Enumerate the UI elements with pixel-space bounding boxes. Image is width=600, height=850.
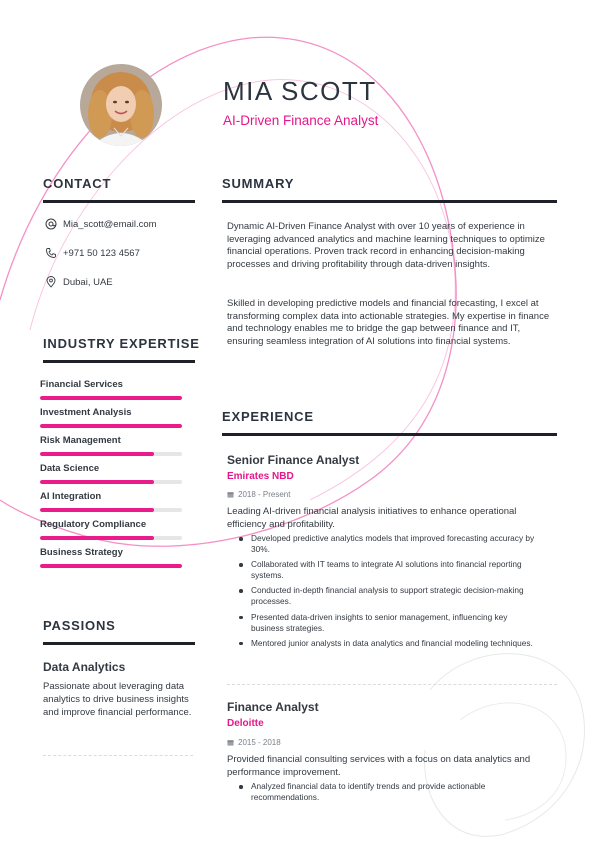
job-description: Provided financial consulting services with a focus on data analytics and performance improvement.: [227, 754, 531, 778]
skill-bar-fill: [40, 508, 154, 512]
contact-email[interactable]: [44, 216, 157, 232]
summary-paragraph: Skilled in developing predictive models and financial forecasting, I excel at transforming complex data into actionable strategies. My expertise in finance and technology enables me to bridge the gap between finance and IT, ensuring seamless integration of AI solutions into financial systems.: [227, 298, 550, 347]
summary-divider: [222, 200, 557, 203]
skill-label: Risk Management: [40, 435, 121, 446]
expertise-divider: [43, 360, 195, 363]
skill-item: [40, 491, 182, 512]
contact-location: [44, 274, 113, 290]
skill-label: Regulatory Compliance: [40, 519, 147, 530]
passion-title: Data Analytics: [43, 660, 126, 674]
skill-label: AI Integration: [40, 491, 102, 502]
skill-bar-fill: [40, 480, 154, 484]
skill-bar: [40, 536, 182, 540]
summary-paragraph: Dynamic AI-Driven Finance Analyst with over 10 years of experience in leveraging advanced analytics and machine learning techniques to optimize financial operations. Proven track record in enhancing decision-making processes and driving profitability through data-driven insights.: [227, 221, 545, 270]
skill-bar: [40, 396, 182, 400]
skill-bar-fill: [40, 396, 182, 400]
job-company: Emirates NBD: [227, 471, 294, 482]
passions-heading: PASSIONS: [43, 618, 116, 633]
phone-icon: [44, 246, 58, 260]
skill-label: Financial Services: [40, 379, 123, 390]
contact-heading: CONTACT: [43, 176, 112, 191]
job-bullet-list: [237, 781, 542, 807]
skill-item: [40, 435, 182, 456]
skill-bar: [40, 452, 182, 456]
passions-divider: [43, 642, 195, 645]
job-description: Leading AI-driven financial analysis initiatives to enhance operational efficiency and profitability.: [227, 506, 517, 530]
calendar-icon: [227, 739, 234, 746]
job-bullet-list: [237, 533, 542, 653]
job-bullet: Collaborated with IT teams to integrate AI solutions into financial reporting systems.: [237, 559, 542, 581]
job-dates-text: 2018 - Present: [238, 490, 291, 499]
expertise-heading: INDUSTRY EXPERTISE: [43, 336, 200, 351]
job-bullet: Analyzed financial data to identify trends and provide actionable recommendations.: [237, 781, 542, 803]
skill-label: Data Science: [40, 463, 100, 474]
job-bullet: Developed predictive analytics models that improved forecasting accuracy by 30%.: [237, 533, 542, 555]
experience-heading: EXPERIENCE: [222, 409, 314, 424]
contact-phone-text: +971 50 123 4567: [63, 247, 140, 259]
skill-item: [40, 407, 182, 428]
candidate-title: AI-Driven Finance Analyst: [223, 113, 379, 128]
skill-item: [40, 519, 182, 540]
contact-phone[interactable]: [44, 245, 140, 261]
job-role: Senior Finance Analyst: [227, 453, 360, 467]
skill-bar-fill: [40, 424, 182, 428]
skill-bar-fill: [40, 564, 182, 568]
skill-bar: [40, 480, 182, 484]
passion-description: Passionate about leveraging data analytics to drive business insights and improve financial performance.: [43, 681, 192, 718]
passion-separator: [43, 755, 193, 756]
job-dates: [227, 738, 281, 747]
skill-item: [40, 463, 182, 484]
skill-label: Business Strategy: [40, 547, 123, 558]
at-sign-icon: [44, 217, 58, 231]
profile-photo: [80, 64, 162, 146]
skill-label: Investment Analysis: [40, 407, 132, 418]
skill-item: [40, 379, 182, 400]
job-dates-text: 2015 - 2018: [238, 738, 281, 747]
skill-item: [40, 547, 182, 568]
skill-bar: [40, 424, 182, 428]
contact-email-text: Mia_scott@email.com: [63, 218, 157, 230]
skill-bar-fill: [40, 536, 154, 540]
location-pin-icon: [44, 275, 58, 289]
summary-heading: SUMMARY: [222, 176, 295, 191]
skill-bar: [40, 508, 182, 512]
candidate-name: MIA SCOTT: [223, 76, 377, 106]
job-bullet: Conducted in-depth financial analysis to support strategic decision-making processes.: [237, 585, 542, 607]
job-bullet: Mentored junior analysts in data analytics and financial modeling techniques.: [237, 638, 542, 649]
skill-bar-fill: [40, 452, 154, 456]
experience-divider: [222, 433, 557, 436]
job-company: Deloitte: [227, 718, 264, 729]
job-separator: [227, 684, 557, 685]
calendar-icon: [227, 491, 234, 498]
job-bullet: Presented data-driven insights to senior management, influencing key business strategies.: [237, 612, 542, 634]
contact-divider: [43, 200, 195, 203]
job-role: Finance Analyst: [227, 700, 319, 714]
skill-bar: [40, 564, 182, 568]
contact-location-text: Dubai, UAE: [63, 276, 113, 288]
job-dates: [227, 490, 290, 499]
